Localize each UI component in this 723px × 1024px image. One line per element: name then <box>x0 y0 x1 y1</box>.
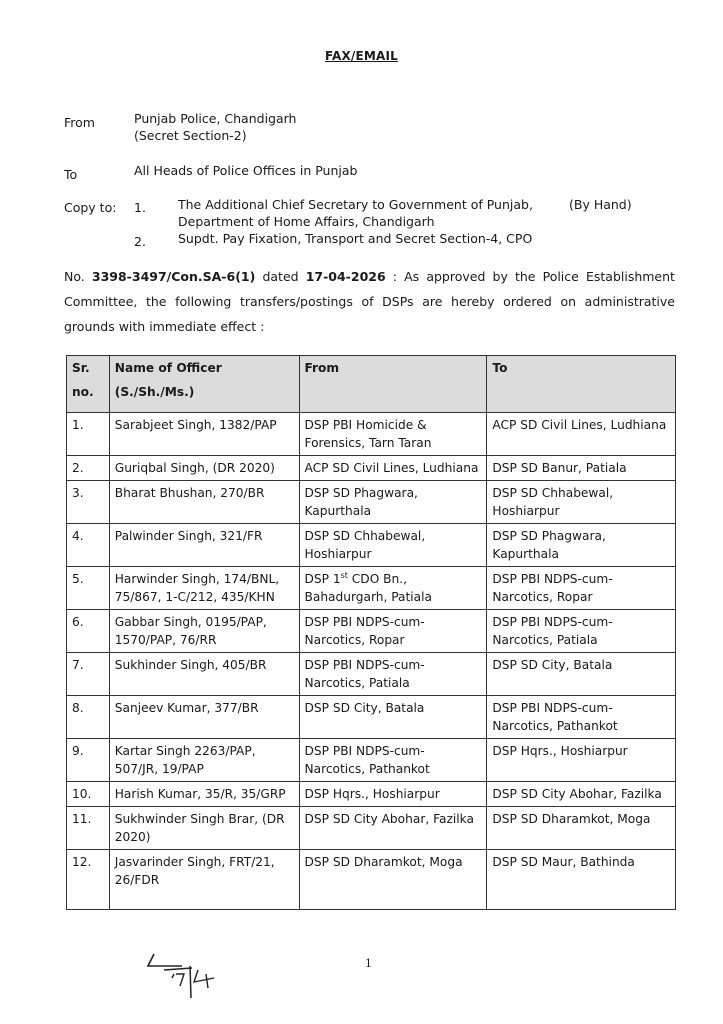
cell-to: DSP SD City, Batala <box>487 653 676 696</box>
cell-to: DSP SD Chhabewal, Hoshiarpur <box>487 481 676 524</box>
cell-name: Sarabjeet Singh, 1382/PAP <box>109 413 299 456</box>
cell-name: Bharat Bhushan, 270/BR <box>109 481 299 524</box>
copy-to-label: Copy to: <box>64 200 117 215</box>
cell-from: DSP SD City Abohar, Fazilka <box>299 807 487 850</box>
copy-item-1-number: 1. <box>134 200 146 215</box>
cell-to: DSP SD Maur, Bathinda <box>487 850 676 910</box>
to-label: To <box>64 167 78 182</box>
cell-from: DSP PBI Homicide & Forensics, Tarn Taran <box>299 413 487 456</box>
table-row <box>67 413 676 456</box>
cell-name: Jasvarinder Singh, FRT/21, 26/FDR <box>109 850 299 910</box>
cell-sr: 11. <box>67 807 110 850</box>
copy-item-1-note: (By Hand) <box>569 197 632 212</box>
cell-from: DSP SD City, Batala <box>299 696 487 739</box>
header-from: From <box>299 356 487 413</box>
cell-to: DSP SD Banur, Patiala <box>487 456 676 481</box>
cell-from-superscript: st <box>340 570 348 580</box>
cell-to: DSP PBI NDPS-cum-Narcotics, Ropar <box>487 567 676 610</box>
cell-name: Sanjeev Kumar, 377/BR <box>109 696 299 739</box>
table-row <box>67 696 676 739</box>
header-sr-line1: Sr. <box>72 361 90 375</box>
order-dated-label: dated <box>262 269 299 284</box>
header-name-line1: Name of Officer <box>114 361 222 375</box>
cell-name: Harwinder Singh, 174/BNL, 75/867, 1-C/212, 435/KHN <box>109 567 299 610</box>
cell-from: DSP SD Chhabewal, Hoshiarpur <box>299 524 487 567</box>
cell-sr: 10. <box>67 782 110 807</box>
order-prefix: No. <box>64 269 85 284</box>
page-number: 1 <box>365 957 372 970</box>
cell-sr: 12. <box>67 850 110 910</box>
cell-sr: 1. <box>67 413 110 456</box>
cell-to: DSP PBI NDPS-cum-Narcotics, Patiala <box>487 610 676 653</box>
cell-from <box>299 567 487 610</box>
from-line2: (Secret Section-2) <box>134 128 247 143</box>
header-sr-no <box>67 356 110 413</box>
order-paragraph <box>64 264 675 339</box>
table-row <box>67 850 676 910</box>
cell-name: Harish Kumar, 35/R, 35/GRP <box>109 782 299 807</box>
cell-to: DSP SD Phagwara, Kapurthala <box>487 524 676 567</box>
cell-to: DSP PBI NDPS-cum-Narcotics, Pathankot <box>487 696 676 739</box>
cell-from: ACP SD Civil Lines, Ludhiana <box>299 456 487 481</box>
cell-from: DSP PBI NDPS-cum-Narcotics, Ropar <box>299 610 487 653</box>
cell-to: DSP SD City Abohar, Fazilka <box>487 782 676 807</box>
table-row <box>67 481 676 524</box>
cell-from: DSP PBI NDPS-cum-Narcotics, Patiala <box>299 653 487 696</box>
header-sr-line2: no. <box>72 385 94 399</box>
cell-sr: 9. <box>67 739 110 782</box>
copy-item-1-line2: Department of Home Affairs, Chandigarh <box>178 214 435 229</box>
table-row <box>67 456 676 481</box>
cell-sr: 2. <box>67 456 110 481</box>
from-line1: Punjab Police, Chandigarh <box>134 111 297 126</box>
table-row <box>67 567 676 610</box>
cell-to: DSP Hqrs., Hoshiarpur <box>487 739 676 782</box>
header-name-line2: (S./Sh./Ms.) <box>114 385 195 399</box>
copy-item-2-number: 2. <box>134 234 146 249</box>
table-row <box>67 782 676 807</box>
cell-sr: 7. <box>67 653 110 696</box>
cell-from: DSP Hqrs., Hoshiarpur <box>299 782 487 807</box>
table-row <box>67 610 676 653</box>
copy-item-2-line1: Supdt. Pay Fixation, Transport and Secret Section-4, CPO <box>178 231 533 246</box>
order-body: : As approved by the Police Establishment Committee, the following transfers/postings of DSPs are hereby ordered on administrative grounds with immediate effect : <box>64 269 675 334</box>
signature-scribble-icon <box>142 952 232 1000</box>
cell-sr: 3. <box>67 481 110 524</box>
copy-item-1-line1: The Additional Chief Secretary to Government of Punjab, <box>178 197 533 212</box>
order-number: 3398-3497/Con.SA-6(1) <box>91 269 256 284</box>
table-row <box>67 524 676 567</box>
handwritten-signature <box>142 952 232 1004</box>
cell-sr: 8. <box>67 696 110 739</box>
cell-name: Kartar Singh 2263/PAP, 507/JR, 19/PAP <box>109 739 299 782</box>
cell-from: DSP SD Phagwara, Kapurthala <box>299 481 487 524</box>
cell-from-part: DSP 1 <box>304 572 341 586</box>
table-row <box>67 807 676 850</box>
table-row <box>67 653 676 696</box>
cell-sr: 4. <box>67 524 110 567</box>
table-row <box>67 739 676 782</box>
cell-sr: 5. <box>67 567 110 610</box>
cell-sr: 6. <box>67 610 110 653</box>
table-header-row <box>67 356 676 413</box>
cell-name: Gabbar Singh, 0195/PAP, 1570/PAP, 76/RR <box>109 610 299 653</box>
cell-from-part: CDO Bn., Bahadurgarh, Patiala <box>304 572 433 604</box>
cell-name: Guriqbal Singh, (DR 2020) <box>109 456 299 481</box>
from-label: From <box>64 115 95 130</box>
cell-name: Sukhinder Singh, 405/BR <box>109 653 299 696</box>
cell-from: DSP PBI NDPS-cum-Narcotics, Pathankot <box>299 739 487 782</box>
document-title: FAX/EMAIL <box>324 49 399 63</box>
transfers-table <box>66 355 676 910</box>
cell-name: Sukhwinder Singh Brar, (DR 2020) <box>109 807 299 850</box>
cell-to: DSP SD Dharamkot, Moga <box>487 807 676 850</box>
cell-from: DSP SD Dharamkot, Moga <box>299 850 487 910</box>
header-name <box>109 356 299 413</box>
to-value: All Heads of Police Offices in Punjab <box>134 163 358 178</box>
order-date: 17-04-2026 <box>305 269 386 284</box>
cell-to: ACP SD Civil Lines, Ludhiana <box>487 413 676 456</box>
header-to: To <box>487 356 676 413</box>
cell-name: Palwinder Singh, 321/FR <box>109 524 299 567</box>
